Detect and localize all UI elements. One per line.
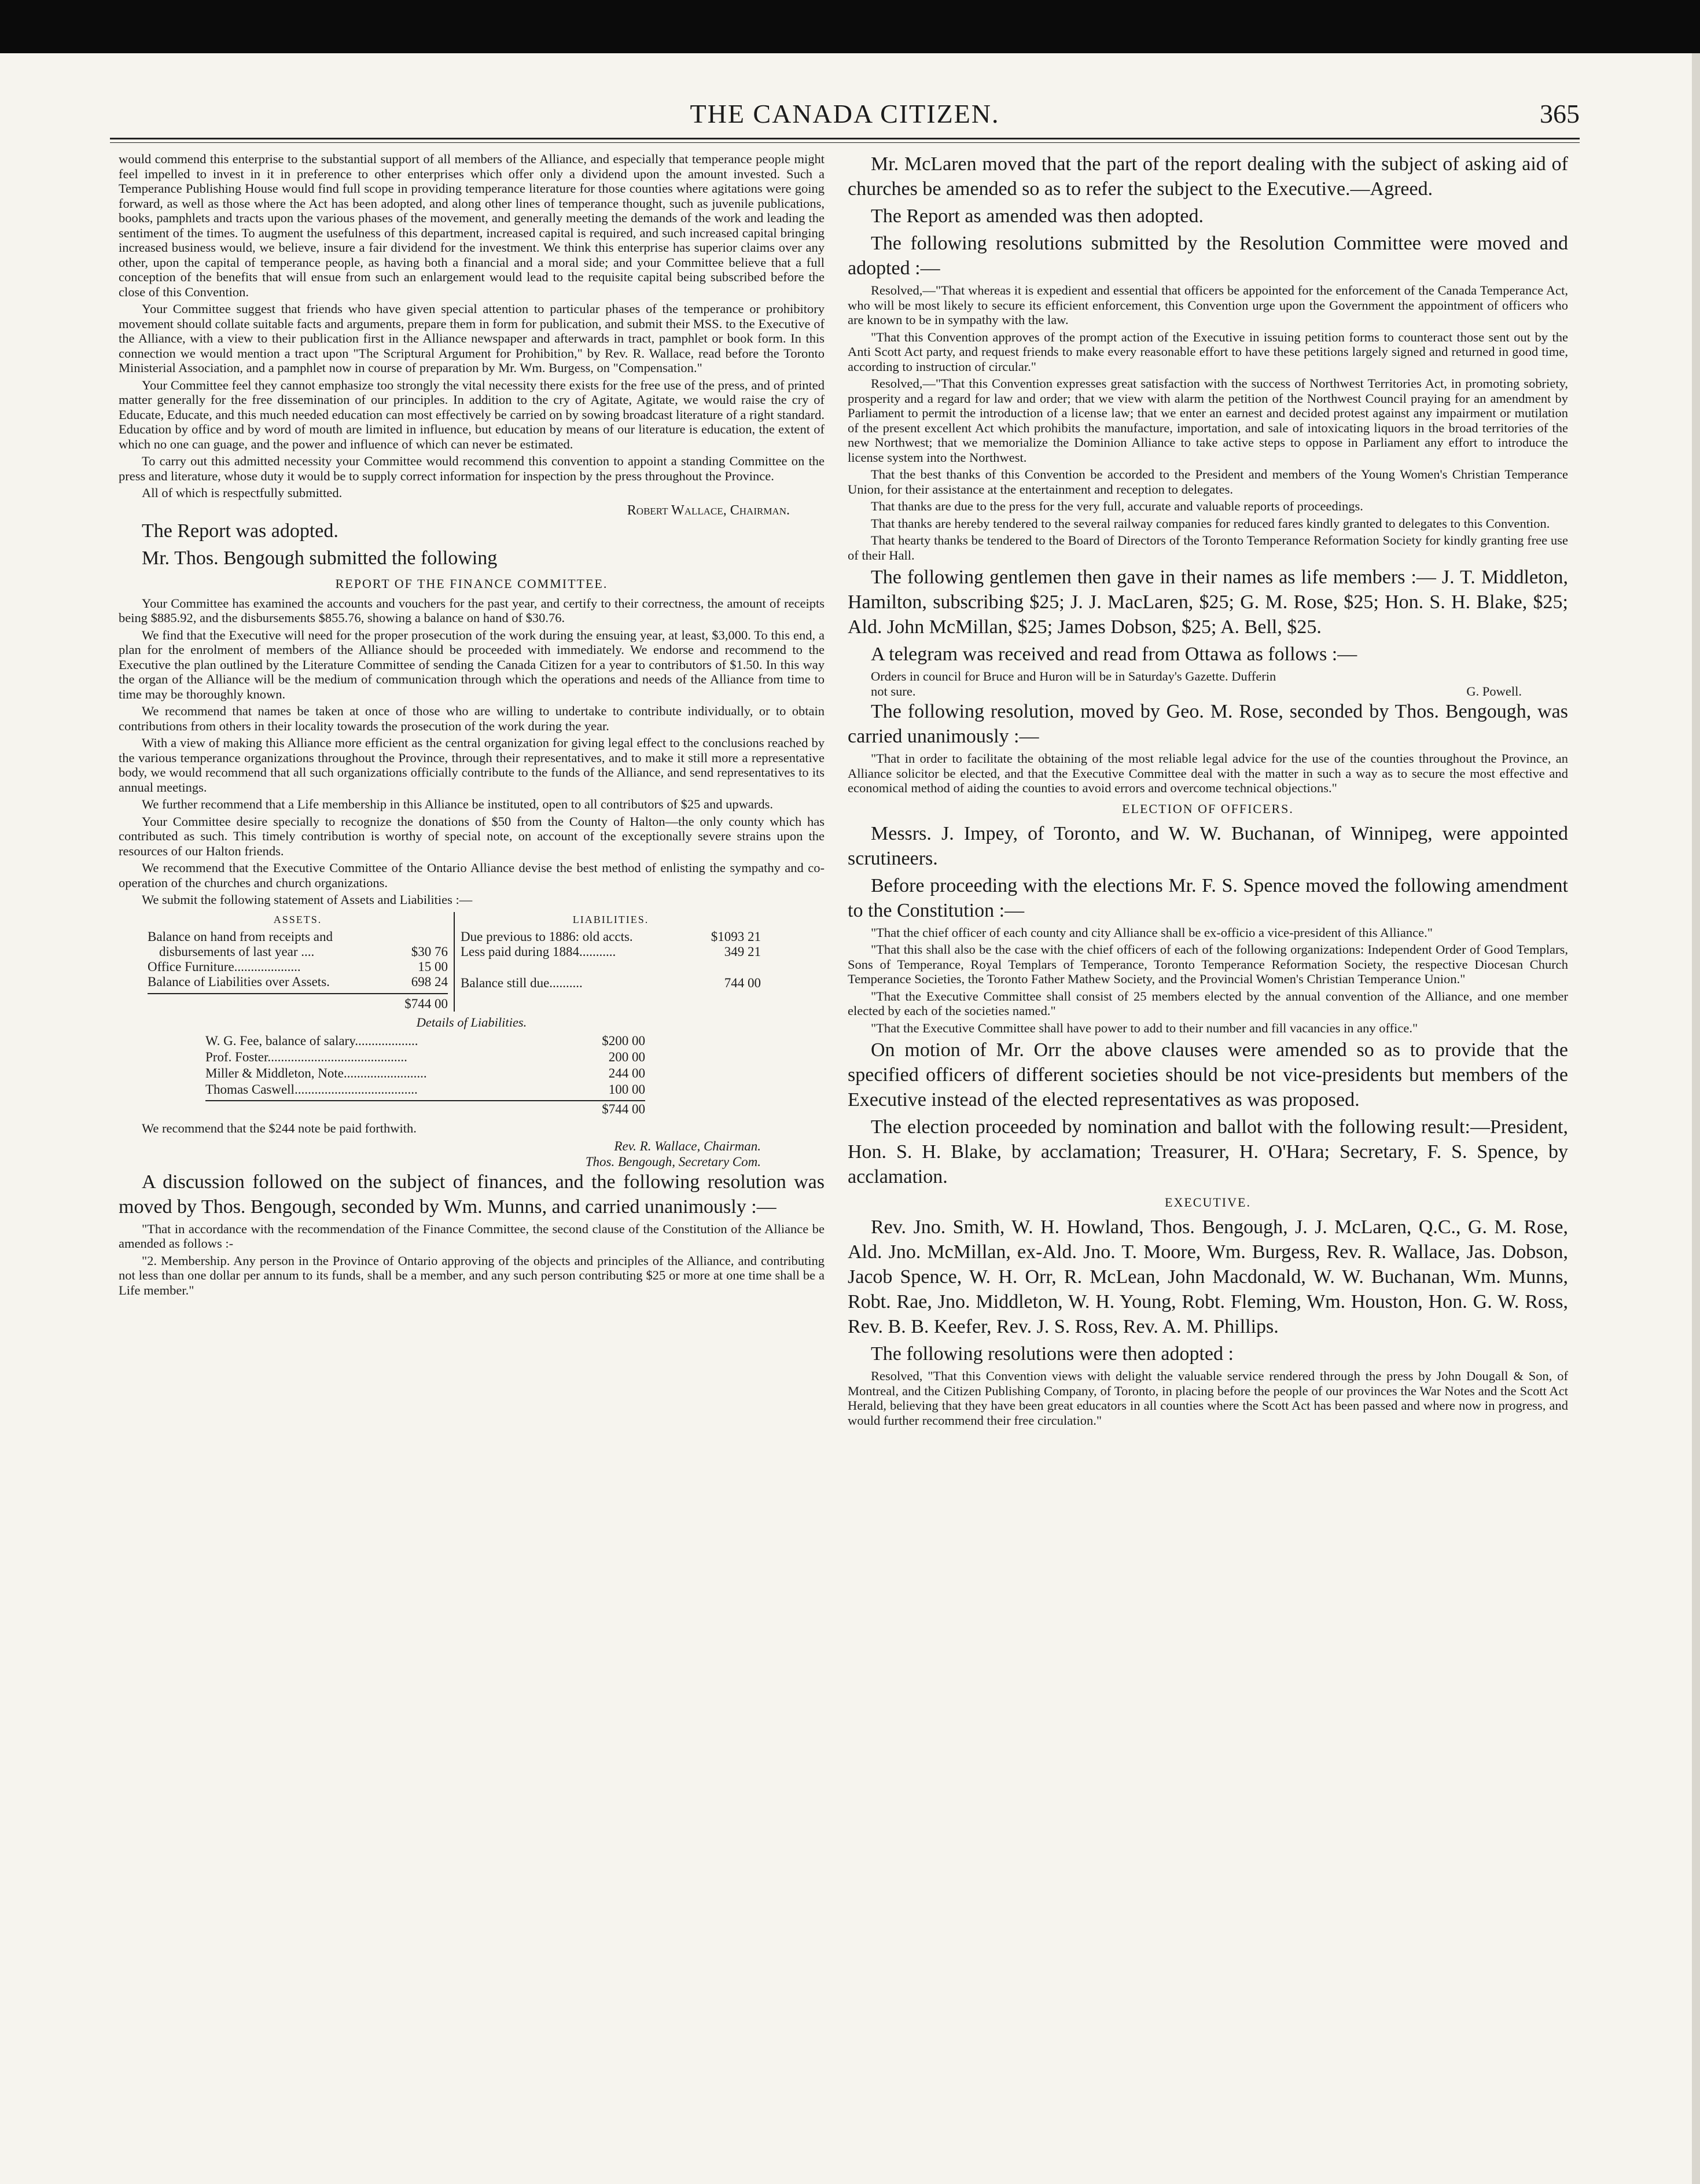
paragraph: Your Committee suggest that friends who have given special attention to particular phases of the temperance or prohibitory movement should collate suitable facts and arguments, prepare them in form for publication, and submit their MSS. to the Executive of the Alliance, with a view to their publication first in the Alliance newspaper and afterwards in tract, pamphlet or book form. In this connection we would mention a tract upon "The Scriptural Argument for Prohibition," by Rev. R. Wallace, read before the Toronto Ministerial Association, and a pamphlet now in course of preparation by Mr. Wm. Burgess, on "Compensation." xyxy=(119,302,825,375)
ledger-label: Office Furniture.................... xyxy=(148,959,301,974)
paragraph: The following gentlemen then gave in their names as life members :— J. T. Middleton, Hamilton, subscribing $25; J. J. MacLaren, $25; G. M. Rose, $25; Hon. S. H. Blake, $25; Ald. John McMillan, $25; James Dobson, $25; A. Bell, $25. xyxy=(848,567,1568,638)
paragraph: The election proceeded by nomination and ballot with the following result:—President, Hon. S. H. Blake, by acclamation; Treasurer, H. O'Hara; Secretary, F. S. Spence, by acclamation. xyxy=(848,1116,1568,1187)
section-heading: REPORT OF THE FINANCE COMMITTEE. xyxy=(335,576,608,591)
resolution: That thanks are hereby tendered to the several railway companies for reduced fares kindly granted to delegates to this Convention. xyxy=(871,516,1550,531)
paragraph: A telegram was received and read from Ottawa as follows :— xyxy=(871,644,1357,665)
paragraph: Your Committee has examined the accounts and vouchers for the past year, and certify to their correctness, the amount of receipts being $885.92, and the disbursements $855.76, showing a balance on hand of $30.76. xyxy=(119,595,825,625)
signature: Robert Wallace, Chairman. xyxy=(627,502,790,518)
ledger-row xyxy=(461,976,761,991)
paragraph: The following resolutions were then adopted : xyxy=(871,1343,1234,1365)
assets-liabilities-statement xyxy=(142,912,767,1012)
ledger-amount: $1093 21 xyxy=(711,929,761,944)
right-column xyxy=(848,152,1568,1430)
resolution: Resolved, "That this Convention views with delight the valuable service rendered through the press by John Dougall & Son, of Montreal, and the Citizen Publishing Company, of Toronto, in placing before the people of our provinces the War Notes and the Scott Act Herald, believing that they have been great educators in all counties where the Scott Act has been passed and where now in progress, and would further recommend their free circulation." xyxy=(848,1369,1568,1428)
newspaper-title: THE CANADA CITIZEN. xyxy=(690,99,1000,128)
amendment-clause: "That the chief officer of each county and city Alliance shall be ex-officio a vice-president of this Alliance." xyxy=(871,925,1433,940)
detail-amount: 100 00 xyxy=(608,1082,645,1097)
telegram-line: Orders in council for Bruce and Huron will be in Saturday's Gazette. Dufferin xyxy=(871,669,1276,683)
section-heading: ELECTION OF OFFICERS. xyxy=(1122,801,1294,816)
ledger-label: Balance still due.......... xyxy=(461,975,583,990)
detail-label: W. G. Fee, balance of salary................... xyxy=(205,1034,418,1048)
paragraph: We recommend that names be taken at once of those who are willing to undertake to contribute individually, or to obtain contributions from others in their locality towards the prosecution of the work during the year. xyxy=(119,704,825,733)
top-scan-border xyxy=(0,0,1700,53)
paragraph: We recommend that the Executive Committee of the Ontario Alliance devise the best method of enlisting the sympathy and co-operation of the churches and church organizations. xyxy=(119,861,825,890)
assets-heading: ASSETS. xyxy=(273,913,322,925)
assets-side xyxy=(142,912,455,1012)
ledger-amount: 349 21 xyxy=(724,944,761,959)
ledger-row xyxy=(461,944,761,959)
section-heading: EXECUTIVE. xyxy=(1165,1195,1251,1209)
paragraph: The Report was adopted. xyxy=(142,520,338,542)
paragraph: Mr. McLaren moved that the part of the report dealing with the subject of asking aid of churches be amended so as to refer the subject to the Executive.—Agreed. xyxy=(848,153,1568,200)
paragraph: Rev. Jno. Smith, W. H. Howland, Thos. Bengough, J. J. McLaren, Q.C., G. M. Rose, Ald. Jno. McMillan, ex-Ald. Jno. T. Moore, Wm. Burgess, Rev. R. Wallace, Jas. Dobson, Jacob Spence, W. H. Orr, R. McLean, John Macdonald, W. W. Buchanan, Wm. Munns, Robt. Rae, Jno. Middleton, W. H. Young, Robt. Fleming, Wm. Houston, Hon. G. W. Ross, Rev. B. B. Keefer, Rev. J. S. Ross, Rev. A. M. Phillips. xyxy=(848,1216,1568,1337)
details-heading: Details of Liabilities. xyxy=(416,1014,527,1030)
paragraph: Before proceeding with the elections Mr. F. S. Spence moved the following amendment to the Constitution :— xyxy=(848,874,1568,921)
detail-amount: 244 00 xyxy=(608,1066,645,1080)
ledger-label: Balance on hand from receipts and xyxy=(148,929,333,944)
resolution: That thanks are due to the press for the very full, accurate and valuable reports of proceedings. xyxy=(871,499,1363,513)
ledger-amount: $30 76 xyxy=(411,944,448,959)
paragraph: On motion of Mr. Orr the above clauses were amended so as to provide that the specified officers of different societies should be not vice-presidents but members of the Executive instead of the elected representatives as was proposed. xyxy=(848,1039,1568,1111)
ledger-label: Balance of Liabilities over Assets. xyxy=(148,974,330,989)
telegram-text xyxy=(848,669,1568,684)
detail-row xyxy=(205,1082,645,1098)
paragraph: Mr. Thos. Bengough submitted the following xyxy=(142,547,498,569)
ledger-row xyxy=(148,975,448,990)
ledger-row xyxy=(148,959,448,975)
left-column xyxy=(119,152,825,1300)
paragraph: With a view of making this Alliance more efficient as the central organization for giving legal effect to the conclusions reached by the various temperance organizations throughout the Province, through their representatives, and to make it still more a representative body, we would recommend that all such organizations officially contribute to the funds of the Alliance, and send representatives to its annual meetings. xyxy=(119,736,825,795)
paragraph: We recommend that the $244 note be paid forthwith. xyxy=(142,1121,417,1135)
paragraph: A discussion followed on the subject of finances, and the following resolution was moved by Thos. Bengough, seconded by Wm. Munns, and carried unanimously :— xyxy=(119,1171,825,1218)
signature: Thos. Bengough, Secretary Com. xyxy=(585,1154,761,1169)
amendment-clause: "That the Executive Committee shall consist of 25 members elected by the annual convention of the Alliance, and one member elected by each of the societies named." xyxy=(848,988,1568,1018)
resolution: That the best thanks of this Convention be accorded to the President and members of the Young Women's Christian Temperance Union, for their assistance at the entertainment and reception to delegates. xyxy=(848,467,1568,497)
resolution: That hearty thanks be tendered to the Board of Directors of the Toronto Temperance Reformation Society for kindly granting free use of their Hall. xyxy=(848,533,1568,562)
ledger-row xyxy=(148,944,448,959)
signature: Rev. R. Wallace, Chairman. xyxy=(614,1138,761,1153)
quoted-resolution: "That in accordance with the recommendation of the Finance Committee, the second clause of the Constitution of the Alliance be amended as follows :- xyxy=(119,1221,825,1251)
ledger-row xyxy=(461,929,761,944)
paragraph: We further recommend that a Life membership in this Alliance be instituted, open to all contributors of $25 and upwards. xyxy=(142,797,774,811)
resolution: Resolved,—"That whereas it is expedient and essential that officers be appointed for the enforcement of the Canada Temperance Act, who will be most likely to secure its efficient enforcement, this Convention urge upon the Government the appointment of officers who are known to be in sympathy with the law. xyxy=(848,283,1568,327)
ledger-amount: 744 00 xyxy=(724,975,761,990)
liabilities-heading: LIABILITIES. xyxy=(572,913,649,925)
header-rule xyxy=(110,138,1580,139)
resolution: Resolved,—"That this Convention expresses great satisfaction with the success of Northwest Territories Act, in promoting sobriety, prosperity and a regard for law and order; that we view with alarm the petition of the Northwest Council praying for an amendment by Parliament to permit the introduction of a license law; that we enter an earnest and decided protest against any impairment or mutilation of the present excellent Act which prohibits the manufacture, importation, and sale of intoxicating liquors in the broad territories of the new Northwest; that we memorialize the Dominion Alliance to take active steps to oppose in Parliament any effort to introduce the license system into the Northwest. xyxy=(848,376,1568,465)
liabilities-side xyxy=(455,912,767,1012)
ledger-amount: 698 24 xyxy=(411,974,448,989)
paragraph: The Report as amended was then adopted. xyxy=(871,205,1204,227)
paragraph: To carry out this admitted necessity your Committee would recommend this convention to appoint a standing Committee on the press and literature, whose duty it would be to supply correct information for inspection by the press throughout the Province. xyxy=(119,454,825,483)
paragraph: would commend this enterprise to the substantial support of all members of the Alliance, and especially that temperance people might feel impelled to invest in it in preference to other enterprises which offer only a dividend upon the amount invested. Such a Temperance Publishing House would find full scope in providing temperance literature for those counties where agitations were going forward, as well as those where the Act has been adopted, and along other lines of temperance thought, such as juvenile publications, books, pamphlets and tracts upon the various phases of the movement, and generally meeting the demands of the work and leading the sentiment of the times. To augment the usefulness of this department, increased capital is required, and such increased capital bringing increased business would, we believe, insure a fair dividend for the investment. We think this enterprise has superior claims over any other, upon the capital of temperance people, as having both a financial and a moral side; and your Committee believe that a full conception of the benefits that will ensue from such an enlargement would lead to the requisite capital being subscribed before the close of this Convention. xyxy=(119,152,825,299)
paragraph: We find that the Executive will need for the proper prosecution of the work during the ensuing year, at least, $3,000. To this end, a plan for the enrolment of members of the Alliance should be proceeded with immediately. We endorse and recommend to the Executive the plan outlined by the Literature Committee of sending the Canada Citizen for a year to contributors of $1.50. In this way the organ of the Alliance will be the medium of communication through which the operations and needs of the Alliance from time to time may be thoroughly known. xyxy=(119,627,825,701)
paragraph: Your Committee desire specially to recognize the donations of $50 from the County of Halton—the only county which has contributed as such. This timely contribution is worthy of special note, on account of the exceptionally severe strains upon the resources of our Halton friends. xyxy=(119,814,825,858)
telegram-text xyxy=(848,684,1568,699)
amendment-clause: "That this shall also be the case with the chief officers of each of the following organizations: Independent Order of Good Templars, Sons of Temperance, Royal Templars of Temperance, Toronto Temperance Reformation Society, the respective Diocesan Church Temperance Societies, the Toronto Father Mathew Society, and the Provincial Women's Christian Temperance Union." xyxy=(848,942,1568,986)
detail-row xyxy=(205,1065,645,1082)
quoted-resolution: "That in order to facilitate the obtaining of the most reliable legal advice for the use of the counties throughout the Province, an Alliance solicitor be elected, and that the Executive Committee deal with the matter in such a way as to secure the most effective and economical method of aiding the counties to avoid errors and overcome technical objections." xyxy=(848,751,1568,795)
paragraph: All of which is respectfully submitted. xyxy=(142,486,343,500)
detail-amount: 200 00 xyxy=(608,1050,645,1064)
header-rule-thin xyxy=(110,142,1580,143)
paragraph: We submit the following statement of Assets and Liabilities :— xyxy=(142,892,473,907)
telegram-signature: G. Powell. xyxy=(1466,684,1522,698)
resolution: "That this Convention approves of the prompt action of the Executive in issuing petition forms to counteract those sent out by the Anti Scott Act party, and request friends to make every reasonable effort to have these petitions largely signed and returned in good time, according to instruction of circular." xyxy=(848,329,1568,374)
paragraph: The following resolutions submitted by the Resolution Committee were moved and adopted :— xyxy=(848,233,1568,279)
page-number: 365 xyxy=(1540,99,1580,128)
ledger-amount: 15 00 xyxy=(418,959,448,974)
ledger-label: Due previous to 1886: old accts. xyxy=(461,929,633,944)
detail-label: Thomas Caswell..................................... xyxy=(205,1082,418,1097)
details-of-liabilities xyxy=(205,1033,645,1117)
assets-total: $744 00 xyxy=(148,993,448,1012)
amendment-clause: "That the Executive Committee shall have power to add to their number and fill vacancies in any office." xyxy=(871,1020,1418,1035)
paragraph: The following resolution, moved by Geo. M. Rose, seconded by Thos. Bengough, was carried unanimously :— xyxy=(848,701,1568,747)
right-scan-edge xyxy=(1692,53,1700,2184)
page-header xyxy=(110,98,1580,139)
telegram-line: not sure. xyxy=(871,684,916,698)
quoted-resolution: "2. Membership. Any person in the Province of Ontario approving of the objects and principles of the Alliance, and contributing not less than one dollar per annum to its funds, shall be a member, and any such person contributing $25 or more at one time shall be a Life member." xyxy=(119,1253,825,1297)
paragraph: Your Committee feel they cannot emphasize too strongly the vital necessity there exists for the free use of the press, and of printed matter generally for the free dissemination of our principles. In addition to the cry of Agitate, Agitate, we would raise the cry of Educate, Educate, and this much needed education can most effectively be carried on by sowing broadcast literature of a right standard. Education by office and by word of mouth are limited in influence, but education by means of our literature is education, the extent of which no one can guage, and the power and influence of which can never be estimated. xyxy=(119,377,825,451)
ledger-label: disbursements of last year .... xyxy=(159,944,315,959)
paragraph: Messrs. J. Impey, of Toronto, and W. W. Buchanan, of Winnipeg, were appointed scrutineers. xyxy=(848,822,1568,869)
ledger-label: Less paid during 1884........... xyxy=(461,944,616,959)
ledger-row xyxy=(148,929,448,944)
detail-amount: $200 00 xyxy=(602,1034,645,1048)
detail-row xyxy=(205,1033,645,1049)
detail-row xyxy=(205,1049,645,1065)
details-total: $744 00 xyxy=(205,1100,645,1117)
detail-label: Prof. Foster.......................................... xyxy=(205,1050,407,1064)
detail-label: Miller & Middleton, Note......................... xyxy=(205,1066,427,1080)
